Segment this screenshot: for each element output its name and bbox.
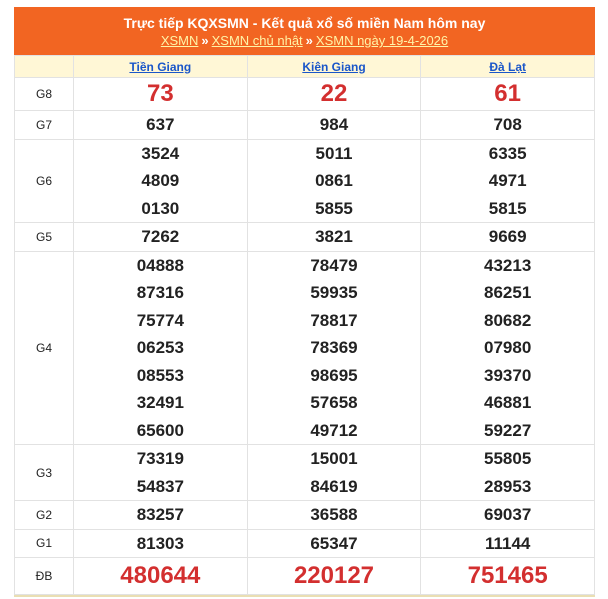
prize-number: 65600 — [136, 420, 184, 440]
prize-number: 80682 — [484, 310, 532, 330]
prize-number: 3524 — [141, 143, 180, 163]
prize-cell — [421, 445, 595, 501]
prize-number: 5855 — [315, 198, 353, 218]
prize-cell — [247, 445, 421, 501]
results-header — [14, 7, 595, 55]
prize-row — [15, 445, 595, 501]
prize-row — [15, 251, 595, 445]
prize-number: 5011 — [315, 143, 353, 163]
prize-number: 43213 — [484, 255, 532, 275]
prize-number: 984 — [319, 115, 349, 134]
province-header — [247, 56, 421, 78]
breadcrumb-separator: » — [305, 33, 313, 48]
prize-number: 59935 — [310, 283, 358, 302]
prize-number: 54837 — [136, 476, 184, 496]
prize-number: 46881 — [484, 393, 532, 412]
prize-number: 708 — [493, 115, 522, 134]
prize-row — [15, 223, 595, 252]
prize-cell — [421, 111, 595, 140]
breadcrumb — [14, 32, 595, 50]
prize-number: 98695 — [310, 365, 358, 385]
prize-cell — [421, 251, 595, 445]
prize-cell — [74, 223, 248, 252]
prize-number: 22 — [320, 80, 348, 107]
prize-number: 86251 — [484, 283, 532, 302]
prize-number: 55805 — [484, 449, 532, 468]
prize-number: 78369 — [310, 338, 358, 357]
prize-number: 28953 — [484, 476, 532, 496]
breadcrumb-separator: » — [201, 33, 209, 48]
prize-cell — [74, 111, 248, 140]
prize-row — [15, 529, 595, 558]
prize-number: 75774 — [136, 310, 184, 330]
prize-number: 32491 — [136, 393, 184, 412]
prize-row — [15, 78, 595, 111]
prize-number: 73319 — [136, 449, 184, 468]
prize-number: 751465 — [467, 562, 548, 589]
prize-cell — [247, 223, 421, 252]
prize-number: 0861 — [315, 171, 353, 190]
prize-cell — [74, 529, 248, 558]
prize-number: 49712 — [310, 420, 358, 440]
prize-label: G3 — [15, 445, 74, 501]
prize-number: 6335 — [488, 143, 527, 163]
prize-label: G8 — [15, 78, 74, 111]
prize-cell — [247, 139, 421, 223]
prize-cell — [247, 251, 421, 445]
prize-number: 9669 — [488, 227, 527, 246]
prize-number: 39370 — [484, 365, 532, 385]
prize-number: 3821 — [315, 227, 353, 246]
prize-number: 84619 — [310, 476, 358, 496]
prize-label: G4 — [15, 251, 74, 445]
prize-label: G6 — [15, 139, 74, 223]
province-link-da-lat[interactable]: Đà Lạt — [489, 59, 526, 74]
results-panel — [14, 7, 595, 597]
prize-row — [15, 558, 595, 595]
prize-number: 637 — [146, 115, 175, 134]
prize-cell — [421, 78, 595, 111]
province-link-tien-giang[interactable]: Tiền Giang — [129, 59, 192, 74]
prize-number: 08553 — [136, 365, 184, 385]
prize-cell — [421, 223, 595, 252]
prize-label: G7 — [15, 111, 74, 140]
page-title: Trực tiếp KQXSMN - Kết quả xổ số miền Nam hôm nay — [123, 15, 486, 31]
prize-number: 0130 — [141, 198, 180, 218]
prize-number: 36588 — [310, 505, 358, 524]
breadcrumb-xsmn[interactable]: XSMN — [160, 33, 199, 48]
prize-number: 4809 — [141, 171, 180, 190]
prize-cell — [247, 501, 421, 530]
prize-label: ĐB — [15, 558, 74, 595]
prize-label: G5 — [15, 223, 74, 252]
prize-cell — [74, 78, 248, 111]
prize-number: 65347 — [310, 533, 358, 553]
prize-cell — [247, 111, 421, 140]
prize-cell — [421, 558, 595, 595]
prize-cell — [247, 529, 421, 558]
prize-cell — [74, 251, 248, 445]
prize-number: 73 — [146, 80, 174, 107]
prize-number: 87316 — [136, 283, 184, 302]
results-table — [14, 55, 595, 595]
prize-number: 78479 — [310, 255, 358, 275]
prize-number: 83257 — [136, 505, 184, 524]
prize-number: 7262 — [141, 227, 180, 246]
prize-number: 220127 — [293, 562, 375, 589]
prize-label: G2 — [15, 501, 74, 530]
prize-number: 04888 — [136, 255, 184, 275]
breadcrumb-xsmn-sunday[interactable]: XSMN chủ nhật — [211, 33, 303, 48]
table-bottom-border — [14, 595, 595, 597]
prize-cell — [74, 501, 248, 530]
prize-cell — [247, 78, 421, 111]
prize-number: 07980 — [484, 338, 532, 357]
prize-cell — [74, 558, 248, 595]
prize-cell — [421, 139, 595, 223]
province-link-kien-giang[interactable]: Kiên Giang — [302, 59, 366, 74]
prize-number: 81303 — [136, 533, 184, 553]
prize-number: 59227 — [484, 420, 532, 440]
corner-cell — [15, 56, 74, 78]
prize-row — [15, 501, 595, 530]
prize-label: G1 — [15, 529, 74, 558]
province-header — [74, 56, 248, 78]
prize-number: 57658 — [310, 393, 358, 412]
prize-cell — [74, 139, 248, 223]
prize-cell — [421, 501, 595, 530]
prize-number: 61 — [494, 80, 521, 107]
prize-number: 06253 — [136, 338, 184, 357]
prize-number: 78817 — [310, 310, 358, 330]
prize-number: 5815 — [488, 198, 527, 218]
prize-number: 69037 — [484, 505, 532, 524]
prize-cell — [421, 529, 595, 558]
prize-number: 11144 — [484, 533, 531, 553]
province-header — [421, 56, 595, 78]
prize-number: 4971 — [488, 171, 527, 190]
prize-cell — [74, 445, 248, 501]
prize-cell — [247, 558, 421, 595]
prize-row — [15, 111, 595, 140]
breadcrumb-xsmn-date[interactable]: XSMN ngày 19-4-2026 — [315, 33, 449, 48]
prize-number: 15001 — [310, 449, 358, 468]
prize-row — [15, 139, 595, 223]
prize-number: 480644 — [120, 562, 201, 589]
